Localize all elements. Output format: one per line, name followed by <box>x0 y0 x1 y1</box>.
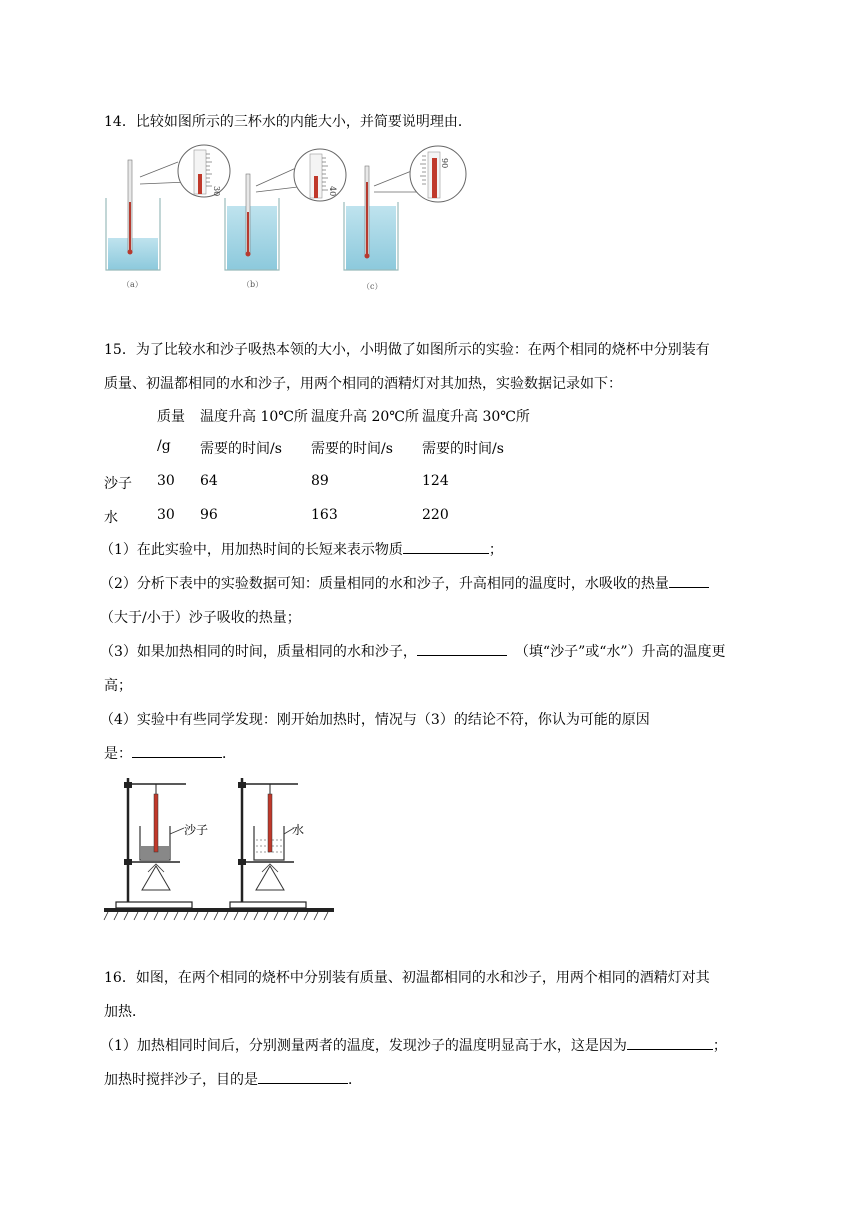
q15-part1 <box>100 539 503 559</box>
q15-part3-text: （3）如果加热相同的时间，质量相同的水和沙子， <box>100 644 417 660</box>
q15-part3-blank[interactable] <box>417 641 507 656</box>
q15-part4-text: 是： <box>104 746 132 762</box>
th-10: 温度升高 10℃所 <box>200 409 308 425</box>
row-water-t10: 96 <box>200 507 218 523</box>
q16-part1b-end: ． <box>348 1072 362 1088</box>
q16-part1-text: （1）加热相同时间后，分别测量两者的温度，发现沙子的温度明显高于水，这是因为 <box>100 1038 627 1054</box>
q15-part1-text: （1）在此实验中，用加热时间的长短来表示物质 <box>100 542 403 558</box>
q15-part1-blank[interactable] <box>403 539 489 554</box>
q15-part3a <box>100 641 726 661</box>
row-water-name: 水 <box>104 510 118 526</box>
th-time-20: 需要的时间/s <box>311 441 393 457</box>
q14-figure <box>100 142 470 292</box>
q15-part4-blank[interactable] <box>132 743 222 758</box>
q16-part1-blank[interactable] <box>627 1035 713 1050</box>
q15-part3-text-b: （填“沙子”或“水”）升高的温度更 <box>514 644 726 660</box>
q16-part1-end: ； <box>712 1038 727 1054</box>
label-c: （c） <box>362 282 383 291</box>
q15-part2-blank[interactable] <box>669 573 709 588</box>
q15-part4b <box>104 743 236 763</box>
label-b: （b） <box>242 280 264 289</box>
q16-part1a <box>100 1035 727 1055</box>
row-water-t20: 163 <box>311 507 338 523</box>
q16-part1b-text: 加热时搅拌沙子，目的是 <box>104 1072 258 1088</box>
q16-line1: 16．如图，在两个相同的烧杯中分别装有质量、初温都相同的水和沙子，用两个相同的酒精灯对其 <box>104 970 710 986</box>
th-mass-unit: /g <box>157 438 171 454</box>
scale-value-b: 40 <box>328 186 337 197</box>
row-sand-t30: 124 <box>422 473 449 489</box>
q15-part4-end: ． <box>222 746 236 762</box>
label-a: （a） <box>122 280 143 289</box>
sand-apparatus <box>116 778 208 908</box>
th-time-10: 需要的时间/s <box>200 441 282 457</box>
scale-value-a: 30 <box>212 186 221 197</box>
q16-part1b <box>104 1069 362 1089</box>
scale-value-c: 90 <box>440 158 449 169</box>
row-water-mass: 30 <box>157 507 175 523</box>
q15-part2b: （大于/小于）沙子吸收的热量； <box>100 610 301 626</box>
q16-line2: 加热． <box>104 1004 146 1020</box>
q15-intro-line1: 15．为了比较水和沙子吸热本领的大小，小明做了如图所示的实验：在两个相同的烧杯中分别装有 <box>104 342 710 358</box>
q15-intro-line2: 质量、初温都相同的水和沙子，用两个相同的酒精灯对其加热，实验数据记录如下： <box>104 376 622 392</box>
q15-part2-text: （2）分析下表中的实验数据可知：质量相同的水和沙子，升高相同的温度时，水吸收的热量 <box>100 576 669 592</box>
th-30: 温度升高 30℃所 <box>422 409 530 425</box>
water-label: 水 <box>292 823 305 837</box>
th-mass: 质量 <box>157 409 185 425</box>
q15-apparatus-figure <box>102 764 342 924</box>
q15-part1-end: ； <box>488 542 503 558</box>
beaker-c <box>344 146 466 291</box>
q14-text: 14．比较如图所示的三杯水的内能大小，并简要说明理由． <box>104 114 472 130</box>
q16-part1b-blank[interactable] <box>258 1069 348 1084</box>
beaker-a <box>106 145 230 289</box>
row-water-t30: 220 <box>422 507 449 523</box>
q15-part2a <box>100 573 709 593</box>
beaker-b <box>225 149 346 289</box>
row-sand-name: 沙子 <box>104 476 132 492</box>
water-apparatus <box>230 778 306 908</box>
row-sand-mass: 30 <box>157 473 175 489</box>
row-sand-t10: 64 <box>200 473 218 489</box>
row-sand-t20: 89 <box>311 473 329 489</box>
q15-part4a: （4）实验中有些同学发现：刚开始加热时，情况与（3）的结论不符，你认为可能的原因 <box>100 712 650 728</box>
sand-label: 沙子 <box>184 823 209 837</box>
th-20: 温度升高 20℃所 <box>311 409 419 425</box>
q15-part3c: 高； <box>104 678 132 694</box>
th-time-30: 需要的时间/s <box>422 441 504 457</box>
